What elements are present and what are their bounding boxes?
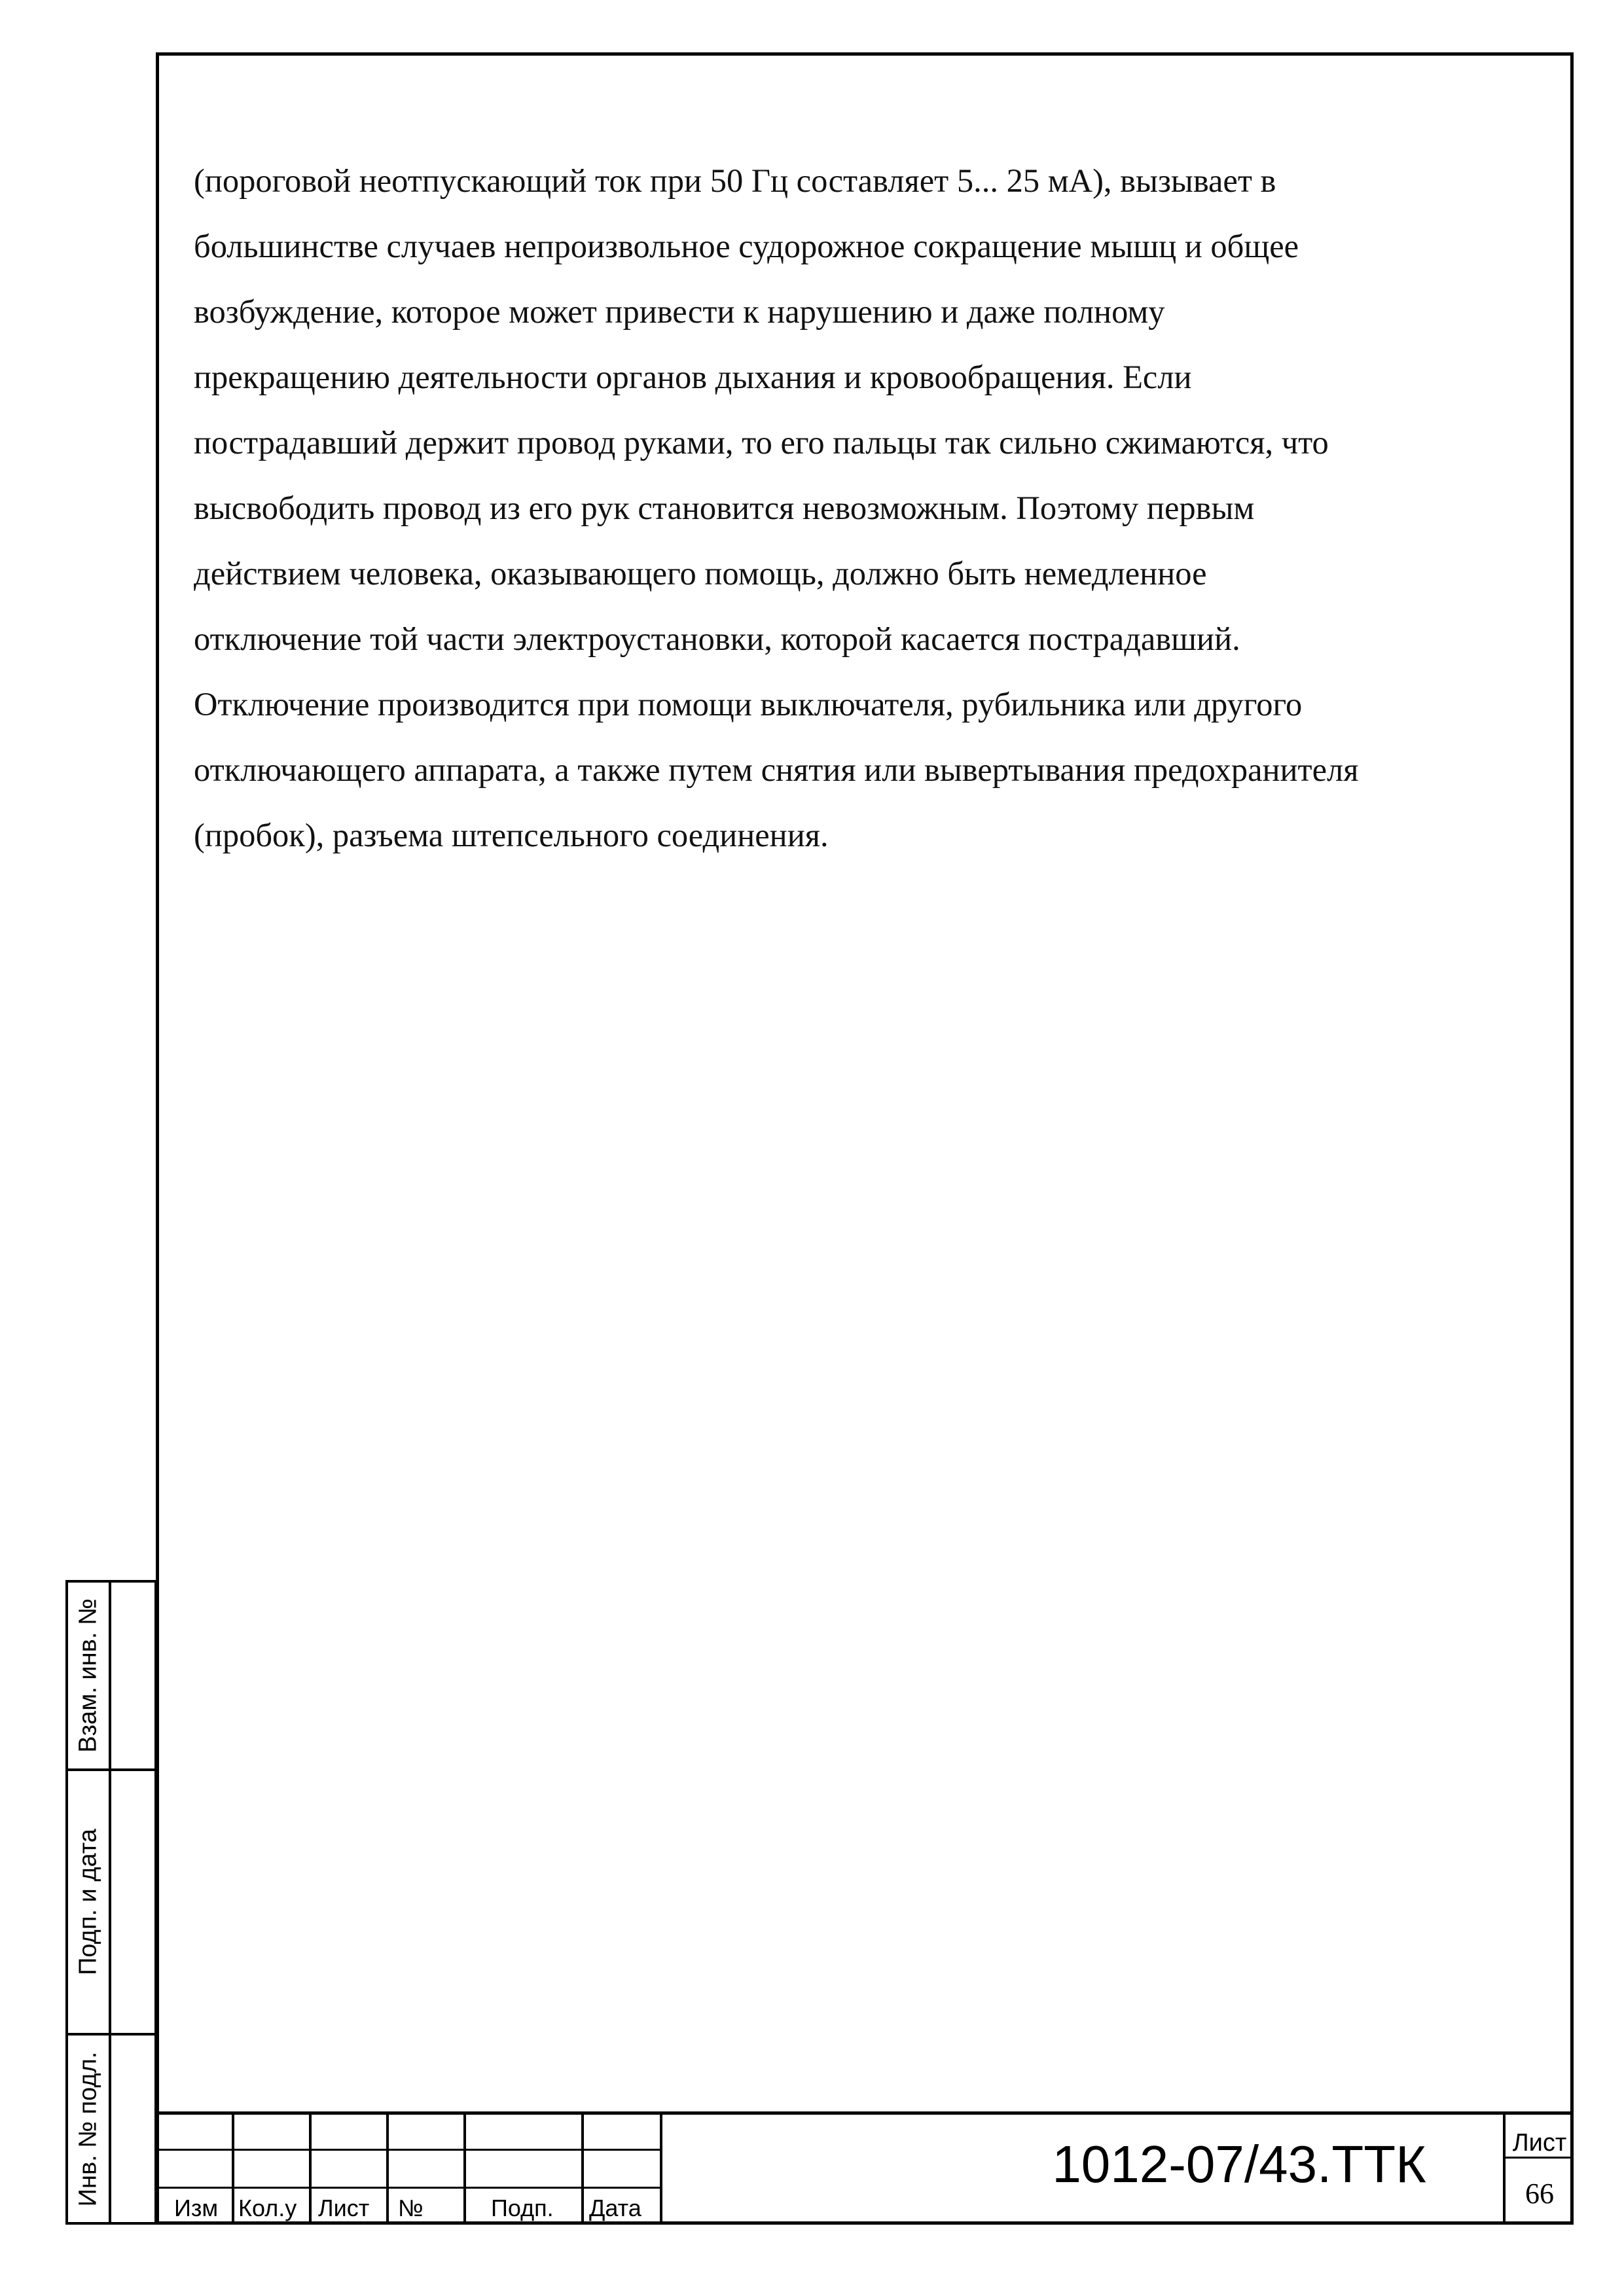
grid-line bbox=[386, 2115, 389, 2225]
side-label-vzam-inv: Взам. инв. № bbox=[74, 1598, 102, 1753]
text-line: (пробок), разъема штепсельного соединения. bbox=[194, 817, 829, 853]
text-line: большинстве случаев непроизвольное судорожное сокращение мышц и общее bbox=[194, 228, 1299, 264]
text-line: возбуждение, которое может привести к нарушению и даже полному bbox=[194, 293, 1165, 330]
text-line: высвободить провод из его рук становится невозможным. Поэтому первым bbox=[194, 490, 1255, 526]
col-label-kol-uch: Кол.у bbox=[238, 2195, 297, 2221]
text-line: отключение той части электроустановки, которой касается пострадавший. bbox=[194, 620, 1240, 657]
col-label-no-dok: № bbox=[398, 2195, 424, 2221]
body-text bbox=[194, 148, 1542, 868]
sheet-number: 66 bbox=[1525, 2178, 1554, 2210]
side-label-inv-podl: Инв. № подл. bbox=[74, 2051, 102, 2206]
col-label-podp: Подп. bbox=[491, 2195, 554, 2221]
document-code: 1012-07/43.ТТК bbox=[1052, 2135, 1426, 2193]
side-stamp-inv-podl bbox=[65, 2033, 157, 2225]
col-label-list: Лист bbox=[318, 2195, 370, 2221]
text-line: пострадавший держит провод руками, то его пальцы так сильно сжимаются, что bbox=[194, 424, 1329, 461]
side-stamp-podp-data bbox=[65, 1768, 157, 2036]
text-line: Отключение производится при помощи выключателя, рубильника или другого bbox=[194, 686, 1303, 723]
text-line: прекращению деятельности органов дыхания и кровообращения. Если bbox=[194, 359, 1192, 395]
side-label-podp-data: Подп. и дата bbox=[74, 1829, 102, 1975]
text-line: отключающего аппарата, а также путем снятия или вывертывания предохранителя bbox=[194, 751, 1359, 788]
grid-line bbox=[581, 2115, 584, 2225]
grid-line bbox=[463, 2115, 466, 2225]
grid-line bbox=[660, 2115, 662, 2225]
grid-line bbox=[309, 2115, 312, 2225]
text-line: (пороговой неотпускающий ток при 50 Гц составляет 5... 25 мА), вызывает в bbox=[194, 162, 1276, 199]
title-block bbox=[156, 2111, 1574, 2225]
col-label-data: Дата bbox=[589, 2195, 641, 2221]
text-line: действием человека, оказывающего помощь, должно быть немедленное bbox=[194, 555, 1207, 592]
side-stamp-vzam-inv bbox=[65, 1580, 157, 1771]
grid-line bbox=[232, 2115, 234, 2225]
sheet-label: Лист bbox=[1512, 2129, 1567, 2157]
col-label-izm: Изм bbox=[174, 2195, 219, 2221]
